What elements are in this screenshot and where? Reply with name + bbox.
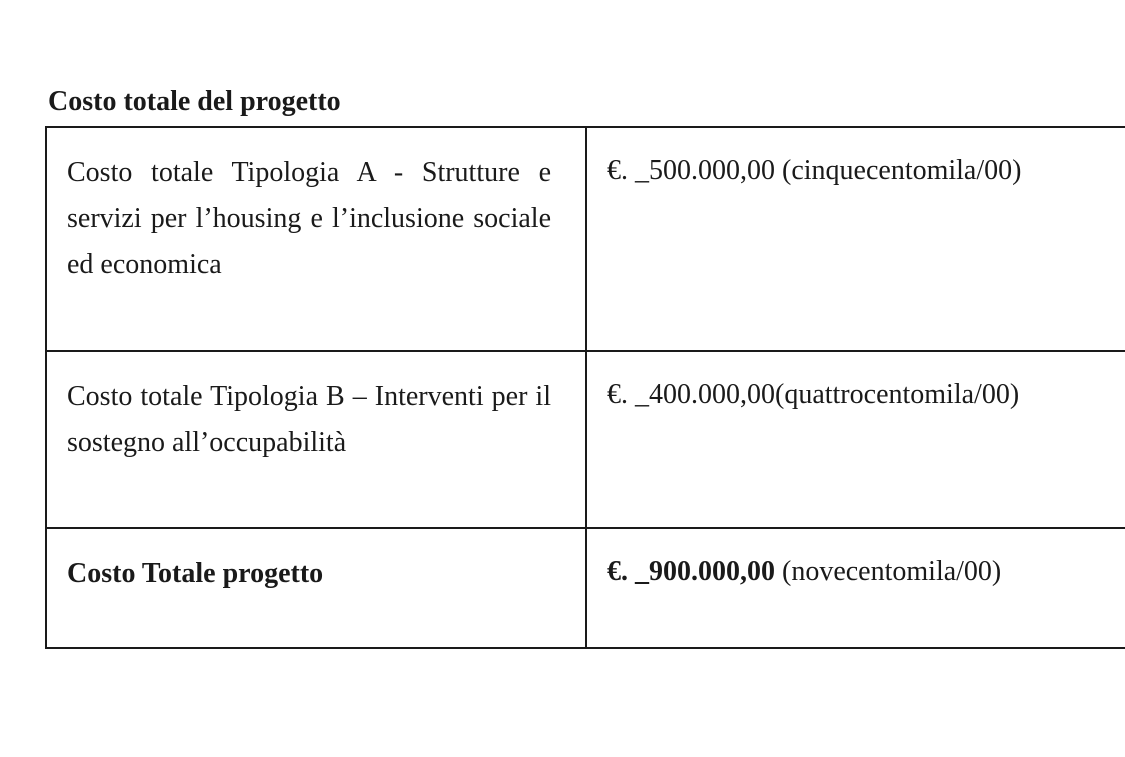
cost-description-cell: Costo totale Tipologia A - Strutture e servizi per l’housing e l’inclusione sociale ed economica [46,127,586,351]
cost-description-cell: Costo totale Tipologia B – Interventi per il sostegno all’occupabilità [46,351,586,528]
section-title: Costo totale del progetto [48,86,341,117]
cost-amount-cell [586,351,1125,528]
cost-amount: €. _500.000,00 [607,155,775,186]
cost-table [45,126,1125,649]
total-amount-words: (novecentomila/00) [775,556,1002,587]
cost-amount: €. _400.000,00 [607,379,775,410]
cost-amount-cell [586,127,1125,351]
total-amount: €. _900.000,00 [607,556,775,587]
total-description-cell: Costo Totale progetto [46,528,586,648]
total-row [46,528,1125,648]
table-row [46,127,1125,351]
total-amount-cell [586,528,1125,648]
cost-amount-words: (cinquecentomila/00) [775,155,1022,186]
cost-amount-words: (quattrocentomila/00) [775,379,1020,410]
table-row [46,351,1125,528]
